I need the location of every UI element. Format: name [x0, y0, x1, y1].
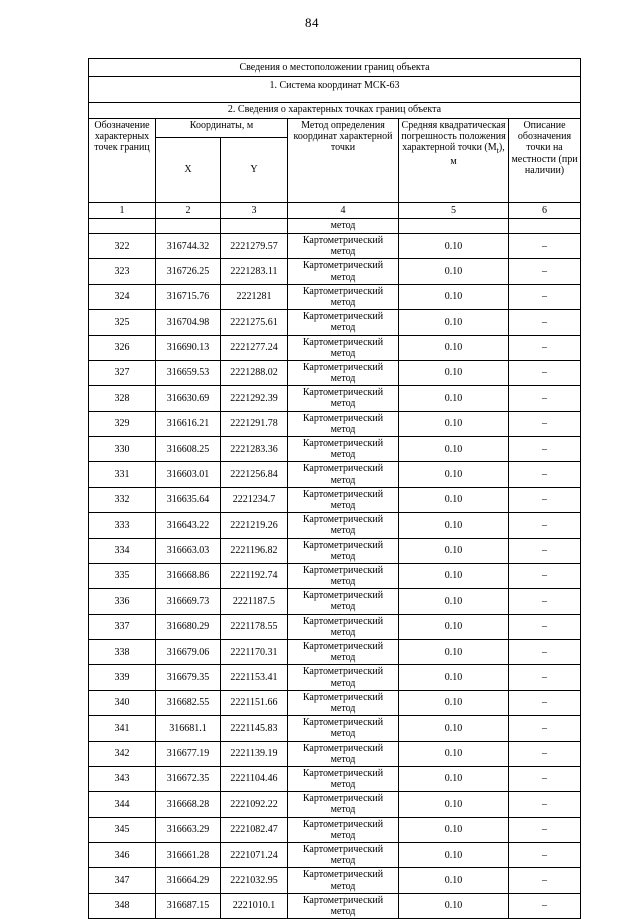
description-cell: – [509, 893, 581, 918]
table-row [89, 310, 581, 335]
coordinate-y-cell: 2221281 [221, 284, 288, 309]
point-number-cell: 330 [89, 437, 156, 462]
coordinate-x-cell: 316715.76 [156, 284, 221, 309]
col-header-y: Y [221, 138, 288, 203]
description-cell: – [509, 665, 581, 690]
error-cell: 0.10 [399, 589, 509, 614]
error-cell: 0.10 [399, 538, 509, 563]
point-number-cell: 347 [89, 868, 156, 893]
point-number-cell: 348 [89, 893, 156, 918]
table-row [89, 234, 581, 259]
method-cell: Картометрический метод [288, 792, 399, 817]
coordinate-x-cell: 316603.01 [156, 462, 221, 487]
coordinate-y-cell: 2221170.31 [221, 640, 288, 665]
section2-row [89, 103, 581, 119]
method-cell: Картометрический метод [288, 614, 399, 639]
description-cell: – [509, 741, 581, 766]
column-number-2: 2 [156, 203, 221, 219]
method-cell: Картометрический метод [288, 284, 399, 309]
coordinate-x-cell: 316668.86 [156, 563, 221, 588]
table-row [89, 893, 581, 918]
error-cell: 0.10 [399, 893, 509, 918]
table-row [89, 868, 581, 893]
description-cell: – [509, 335, 581, 360]
coordinate-y-cell: 2221234.7 [221, 487, 288, 512]
coordinate-x-cell: 316663.29 [156, 817, 221, 842]
point-number-cell: 332 [89, 487, 156, 512]
point-number-cell: 337 [89, 614, 156, 639]
point-number-cell: 333 [89, 513, 156, 538]
method-cell: Картометрический метод [288, 716, 399, 741]
table-row [89, 335, 581, 360]
coordinate-x-cell: 316704.98 [156, 310, 221, 335]
table-row [89, 386, 581, 411]
method-cell: Картометрический метод [288, 589, 399, 614]
coordinate-x-cell: 316668.28 [156, 792, 221, 817]
table-row [89, 284, 581, 309]
coordinate-x-cell: 316681.1 [156, 716, 221, 741]
table-row [89, 589, 581, 614]
col-header-error [399, 119, 509, 203]
error-cell: 0.10 [399, 665, 509, 690]
error-cell: 0.10 [399, 411, 509, 436]
coordinate-x-cell: 316679.06 [156, 640, 221, 665]
error-cell: 0.10 [399, 360, 509, 385]
coordinate-x-cell: 316664.29 [156, 868, 221, 893]
col-header-description: Описание обозначения точки на местности (при наличии) [509, 119, 581, 203]
description-cell: – [509, 843, 581, 868]
point-number-cell: 345 [89, 817, 156, 842]
method-cell: метод [288, 219, 399, 234]
method-cell: Картометрический метод [288, 893, 399, 918]
method-cell: Картометрический метод [288, 538, 399, 563]
point-number-cell: 326 [89, 335, 156, 360]
error-cell: 0.10 [399, 462, 509, 487]
description-cell: – [509, 462, 581, 487]
error-cell: 0.10 [399, 792, 509, 817]
coordinate-y-cell: 2221082.47 [221, 817, 288, 842]
error-cell: 0.10 [399, 741, 509, 766]
description-cell: – [509, 589, 581, 614]
coordinate-y-cell: 2221145.83 [221, 716, 288, 741]
description-cell: – [509, 766, 581, 791]
error-cell: 0.10 [399, 310, 509, 335]
coordinate-x-cell: 316608.25 [156, 437, 221, 462]
column-number-5: 5 [399, 203, 509, 219]
coordinate-x-cell: 316616.21 [156, 411, 221, 436]
description-cell: – [509, 716, 581, 741]
point-number-cell: 325 [89, 310, 156, 335]
column-number-1: 1 [89, 203, 156, 219]
method-cell: Картометрический метод [288, 259, 399, 284]
column-header-row [89, 119, 581, 138]
table-row [89, 741, 581, 766]
table-row [89, 487, 581, 512]
table-row [89, 640, 581, 665]
coordinate-y-cell: 2221275.61 [221, 310, 288, 335]
method-cell: Картометрический метод [288, 766, 399, 791]
coordinate-y-cell [221, 219, 288, 234]
method-cell: Картометрический метод [288, 310, 399, 335]
coordinate-y-cell: 2221291.78 [221, 411, 288, 436]
point-number-cell: 346 [89, 843, 156, 868]
error-cell: 0.10 [399, 640, 509, 665]
coordinate-system-label: 1. Система координат МСК-63 [89, 77, 581, 103]
column-numbers-row [89, 203, 581, 219]
description-cell: – [509, 614, 581, 639]
description-cell: – [509, 690, 581, 715]
error-cell: 0.10 [399, 487, 509, 512]
coordinate-y-cell: 2221071.24 [221, 843, 288, 868]
col-header-error-subscript: t [496, 146, 499, 156]
point-number-cell: 329 [89, 411, 156, 436]
point-number-cell: 344 [89, 792, 156, 817]
table-title-row [89, 59, 581, 77]
description-cell: – [509, 386, 581, 411]
boundary-points-table [88, 58, 581, 919]
point-number-cell: 324 [89, 284, 156, 309]
table-row [89, 614, 581, 639]
coordinate-x-cell: 316680.29 [156, 614, 221, 639]
point-number-cell: 339 [89, 665, 156, 690]
table-row [89, 665, 581, 690]
method-cell: Картометрический метод [288, 843, 399, 868]
table-row [89, 513, 581, 538]
description-cell: – [509, 437, 581, 462]
table-row [89, 716, 581, 741]
coordinate-y-cell: 2221032.95 [221, 868, 288, 893]
description-cell: – [509, 411, 581, 436]
coordinate-x-cell: 316630.69 [156, 386, 221, 411]
description-cell: – [509, 310, 581, 335]
description-cell: – [509, 792, 581, 817]
table-row [89, 563, 581, 588]
method-cell: Картометрический метод [288, 640, 399, 665]
coordinate-y-cell: 2221292.39 [221, 386, 288, 411]
col-header-designation: Обозначение характерных точек границ [89, 119, 156, 203]
point-number-cell: 343 [89, 766, 156, 791]
point-number-cell: 331 [89, 462, 156, 487]
coordinate-x-cell: 316659.53 [156, 360, 221, 385]
coordinate-y-cell: 2221153.41 [221, 665, 288, 690]
coordinate-y-cell: 2221283.36 [221, 437, 288, 462]
coordinate-y-cell: 2221178.55 [221, 614, 288, 639]
method-cell: Картометрический метод [288, 462, 399, 487]
coordinate-x-cell: 316690.13 [156, 335, 221, 360]
coordinate-y-cell: 2221092.22 [221, 792, 288, 817]
error-cell: 0.10 [399, 259, 509, 284]
point-number-cell: 327 [89, 360, 156, 385]
error-cell: 0.10 [399, 817, 509, 842]
method-cell: Картометрический метод [288, 234, 399, 259]
coordinate-y-cell: 2221196.82 [221, 538, 288, 563]
point-number-cell: 342 [89, 741, 156, 766]
description-cell: – [509, 868, 581, 893]
error-cell: 0.10 [399, 513, 509, 538]
table-row [89, 792, 581, 817]
error-cell: 0.10 [399, 843, 509, 868]
col-header-coordinates-group: Координаты, м [156, 119, 288, 138]
coordinate-y-cell: 2221219.26 [221, 513, 288, 538]
table-title: Сведения о местоположении границ объекта [89, 59, 581, 77]
point-number-cell: 340 [89, 690, 156, 715]
method-cell: Картометрический метод [288, 817, 399, 842]
coordinate-y-cell: 2221288.02 [221, 360, 288, 385]
error-cell: 0.10 [399, 335, 509, 360]
description-cell: – [509, 817, 581, 842]
page-number: 84 [305, 15, 319, 30]
coordinate-y-cell: 2221104.46 [221, 766, 288, 791]
table-row [89, 843, 581, 868]
error-cell [399, 219, 509, 234]
error-cell: 0.10 [399, 234, 509, 259]
method-cell: Картометрический метод [288, 335, 399, 360]
description-cell: – [509, 259, 581, 284]
point-number-cell [89, 219, 156, 234]
coordinate-y-cell: 2221151.66 [221, 690, 288, 715]
method-cell: Картометрический метод [288, 563, 399, 588]
column-number-6: 6 [509, 203, 581, 219]
point-number-cell: 323 [89, 259, 156, 284]
table-row [89, 690, 581, 715]
coordinate-x-cell: 316643.22 [156, 513, 221, 538]
coordinate-x-cell: 316726.25 [156, 259, 221, 284]
method-cell: Картометрический метод [288, 360, 399, 385]
point-number-cell: 328 [89, 386, 156, 411]
method-cell: Картометрический метод [288, 437, 399, 462]
table-row [89, 462, 581, 487]
coordinate-y-cell: 2221187.5 [221, 589, 288, 614]
coordinate-system-row [89, 77, 581, 103]
coordinate-x-cell: 316663.03 [156, 538, 221, 563]
error-cell: 0.10 [399, 716, 509, 741]
point-number-cell: 334 [89, 538, 156, 563]
coordinate-x-cell: 316744.32 [156, 234, 221, 259]
table-row [89, 538, 581, 563]
coordinate-y-cell: 2221279.57 [221, 234, 288, 259]
table-row [89, 766, 581, 791]
point-number-cell: 341 [89, 716, 156, 741]
method-cell: Картометрический метод [288, 487, 399, 512]
coordinate-x-cell: 316669.73 [156, 589, 221, 614]
coordinate-y-cell: 2221277.24 [221, 335, 288, 360]
section2-label: 2. Сведения о характерных точках границ объекта [89, 103, 581, 119]
error-cell: 0.10 [399, 766, 509, 791]
description-cell: – [509, 513, 581, 538]
error-cell: 0.10 [399, 386, 509, 411]
coordinate-y-cell: 2221192.74 [221, 563, 288, 588]
point-number-cell: 335 [89, 563, 156, 588]
col-header-error-suffix: ), м [450, 142, 505, 168]
coordinate-x-cell: 316672.35 [156, 766, 221, 791]
method-cell: Картометрический метод [288, 513, 399, 538]
description-cell: – [509, 284, 581, 309]
method-continuation-row [89, 219, 581, 234]
col-header-method: Метод определения координат характерной точки [288, 119, 399, 203]
coordinate-x-cell: 316687.15 [156, 893, 221, 918]
col-header-x: X [156, 138, 221, 203]
coordinate-y-cell: 2221283.11 [221, 259, 288, 284]
error-cell: 0.10 [399, 563, 509, 588]
error-cell: 0.10 [399, 868, 509, 893]
column-number-3: 3 [221, 203, 288, 219]
method-cell: Картометрический метод [288, 411, 399, 436]
coordinate-x-cell: 316677.19 [156, 741, 221, 766]
coordinate-x-cell [156, 219, 221, 234]
description-cell: – [509, 640, 581, 665]
coordinate-x-cell: 316679.35 [156, 665, 221, 690]
method-cell: Картометрический метод [288, 741, 399, 766]
coordinate-x-cell: 316661.28 [156, 843, 221, 868]
description-cell [509, 219, 581, 234]
table-row [89, 411, 581, 436]
table-row [89, 437, 581, 462]
description-cell: – [509, 360, 581, 385]
description-cell: – [509, 538, 581, 563]
table-row [89, 259, 581, 284]
coordinate-x-cell: 316635.64 [156, 487, 221, 512]
error-cell: 0.10 [399, 690, 509, 715]
method-cell: Картометрический метод [288, 868, 399, 893]
table-row [89, 360, 581, 385]
coordinate-y-cell: 2221010.1 [221, 893, 288, 918]
description-cell: – [509, 563, 581, 588]
coordinate-y-cell: 2221139.19 [221, 741, 288, 766]
method-cell: Картометрический метод [288, 690, 399, 715]
table-row [89, 817, 581, 842]
description-cell: – [509, 234, 581, 259]
description-cell: – [509, 487, 581, 512]
point-number-cell: 322 [89, 234, 156, 259]
point-number-cell: 336 [89, 589, 156, 614]
error-cell: 0.10 [399, 614, 509, 639]
method-cell: Картометрический метод [288, 386, 399, 411]
coordinate-x-cell: 316682.55 [156, 690, 221, 715]
col-header-error-text: Средняя квадратическая погрешность положения характерной точки (М [401, 120, 506, 154]
coordinate-y-cell: 2221256.84 [221, 462, 288, 487]
error-cell: 0.10 [399, 437, 509, 462]
column-number-4: 4 [288, 203, 399, 219]
method-cell: Картометрический метод [288, 665, 399, 690]
error-cell: 0.10 [399, 284, 509, 309]
point-number-cell: 338 [89, 640, 156, 665]
